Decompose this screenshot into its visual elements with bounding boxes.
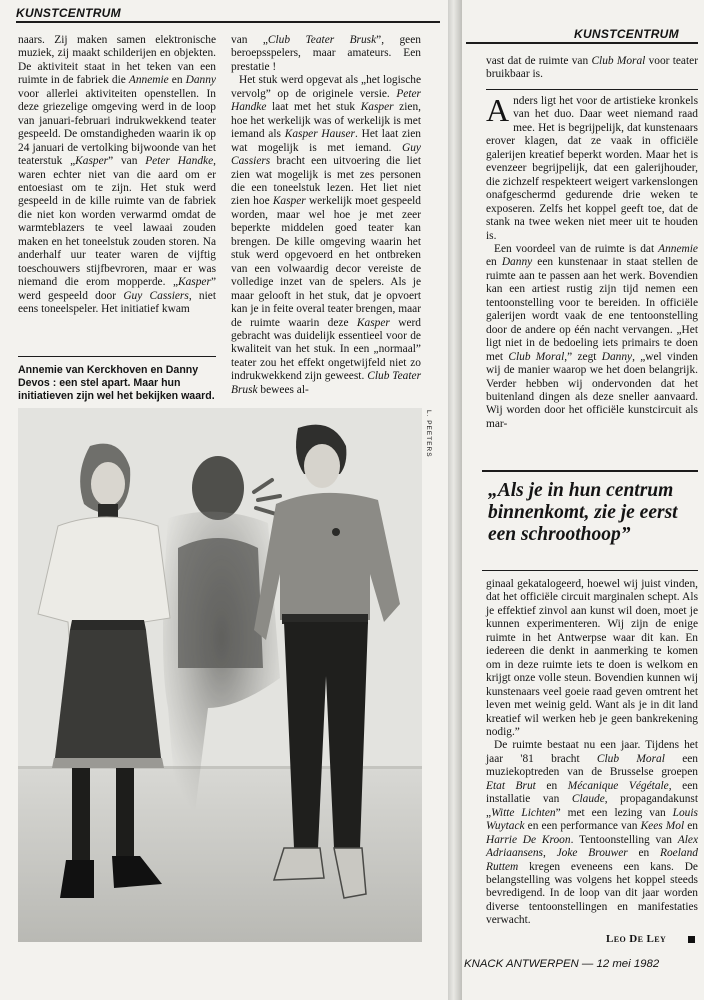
pull-quote: „Als je in hun centrum binnenkomt, zie je eerst een schroothoop” [488,480,678,545]
photo-caption: Annemie van Kerckhoven en Danny Devos : een stel apart. Maar hun initiatieven zijn wel het bekijken waard. [18,364,215,402]
pullquote-rule-top [482,470,698,472]
section-header-left: KUNSTCENTRUM [16,6,121,20]
article-column-1 [18,34,216,317]
article-column-3 [486,92,698,431]
article-paragraph: Een voordeel van de ruimte is dat Annemie en Danny een kunstenaar in staat stellen de ruimte aan te passen aan het werk. Bovendien kan een artiest rustig zijn tijd nemen een tentoonstelling voor te bereiden. In officiële galerijen wordt vaak de ene tentoonstelling door de andere op één nacht vervangen. „Het ligt niet in de bedoeling iets primairs te doen met Club Moral,” zegt Danny, „wel vinden wij de manier waarop we het doen belangrijk. Verder hebben wij ondervonden dat het buitenland dingen als deze sneller aanvaard. Wij worden door het officiële kunstcircuit als mar- [486,242,698,430]
author-signature: Leo De Ley [606,933,667,945]
article-paragraph: De ruimte bestaat nu een jaar. Tijdens het jaar '81 bracht Club Moral een muziekoptreden van de Brusselse groepen Etat Brut en Mécanique Végétale, een installatie van Claude, propagandakunst „Witte Lichten” met een lezing van Louis Wuytack en een performance van Kees Mol en Harrie De Kroon. Tentoonstelling van Alex Adriaansens, Joke Brouwer en Roeland Ruttem kregen eveneens een kans. De belangstelling was volgens het koppel steeds bevredigend. In de loop van dit jaar worden diverse tentoonstellingen en manifestaties verwacht. [486,739,698,927]
caption-rule [18,356,216,357]
article-paragraph: vast dat de ruimte van Club Moral voor teater bruikbaar is. [486,55,698,81]
pullquote-rule-bottom [482,570,698,571]
right-page [462,0,704,1000]
section-header-right: KUNSTCENTRUM [574,27,679,41]
article-paragraph [486,92,698,243]
article-paragraph: Het stuk werd opgevat als „het logische vervolg” op de originele versie. Peter Handke laat met het stuk Kasper zien, hoe het werkelijk was of werkelijk is met iemand als Kasper Hauser. Het laat zien wat mogelijk is met iemand. Guy Cassiers bracht een uitvoering die liet zien wat mogelijk is met zes personen die een toneelstuk lezen. Het liet niet zien hoe Kasper werkelijk moet gespeeld worden, maar wel hoe je met zeer beperkte middelen goed teater kan brengen. De kille omgeving waarin het stuk werd opgevoerd en het ontbreken van een volwaardig decor vereiste de volledige inzet van de spelers. Als je maar gelooft in het stuk, dat je opvoert kan je in feite overal teater brengen, maar de ruimte waarin deze Kasper werd gebracht was duidelijk essentieel voor de kwaliteit van het stuk. In een „normaal” teater zou het effekt ongetwijfeld niet zo indrukwekkend zijn geweest. Club Teater Brusk bewees al- [231,74,421,396]
photo-credit: L. PEETERS [425,410,432,458]
article-paragraph: naars. Zij maken samen elektronische muziek, zij maakt schilderijen en objekten. De aktiviteit staat in het teken van een ruimte in de fabriek die Annemie en Danny voor allerlei aktiviteiten openstellen. In deze griezelige omgeving werd in de loop van januari-februari indrukwekkend teater gespeeld. De omstandigheden waarin ik op 24 januari de vertolking bijwoonde van het teaterstuk „Kasper” van Peter Handke, waren echter niet van die aard om er entoesiast om te zijn. Het stuk werd gespeeld in de kille ruimte van de fabriek die niet kon worden verwarmd omdat de warmteblazers te veel lawaai zouden maken en het toneelstuk zouden storen. Na anderhalf uur teater waren de vijftig toeschouwers stijfbevroren, maar er was niemand die erom mopperde. „Kasper” werd gespeeld door Guy Cassiers, niet eens toneelspeler. Het initiatief kwam [18,34,217,316]
column-rule [486,89,698,90]
page-footer: KNACK ANTWERPEN — 12 mei 1982 [464,958,660,970]
photo-illustration [18,408,422,942]
article-paragraph: van „Club Teater Brusk”, geen beroepsspelers, maar amateurs. Een prestatie ! [231,34,421,73]
paragraph-body: nders ligt het voor de artistieke kronkels van het duo. Daar weet niemand raad mee. Het is begrijpelijk, dat kunstenaars erover klagen, dat ze vaak in officiële galerijen kreatief beperkt worden. Maar het is evenzeer begrijpelijk, dat een galerijhouder, die zichzelf respekteert weigert varkenslongen onafgeschermd gedurende drie weken te exposeren. Zelfs het koppel geeft toe, dat de stank na twee weken niet meer uit te houden is. [486,95,698,242]
end-mark-icon [688,936,695,943]
article-column-3-top [486,55,698,82]
article-column-2 [231,34,421,397]
header-rule-left [16,21,440,23]
dropcap-letter: A [486,92,510,128]
article-paragraph: ginaal gekatalogeerd, hoewel wij juist vinden, dat het officiële circuit marginalen schept. Als je effektief zinvol aan kunst wil doen, moet je kunnen experimenteren. Wij zijn de enige ruimte in het Antwerpse waar dit kan. En iedereen die denkt in aanmerking te komen om in deze ruimte iets te doen is welkom en krijgt onze volle steun. Bovendien kunnen wij kunstenaars veel goeie raad geven omtrent het leven met weinig geld. Want als je in dit land kreatief wil werken heb je geen bankrekening nodig.” [486,578,698,738]
header-rule-right [466,42,698,44]
article-photo [18,408,422,942]
page-gutter [448,0,462,1000]
article-column-4 [486,578,698,928]
